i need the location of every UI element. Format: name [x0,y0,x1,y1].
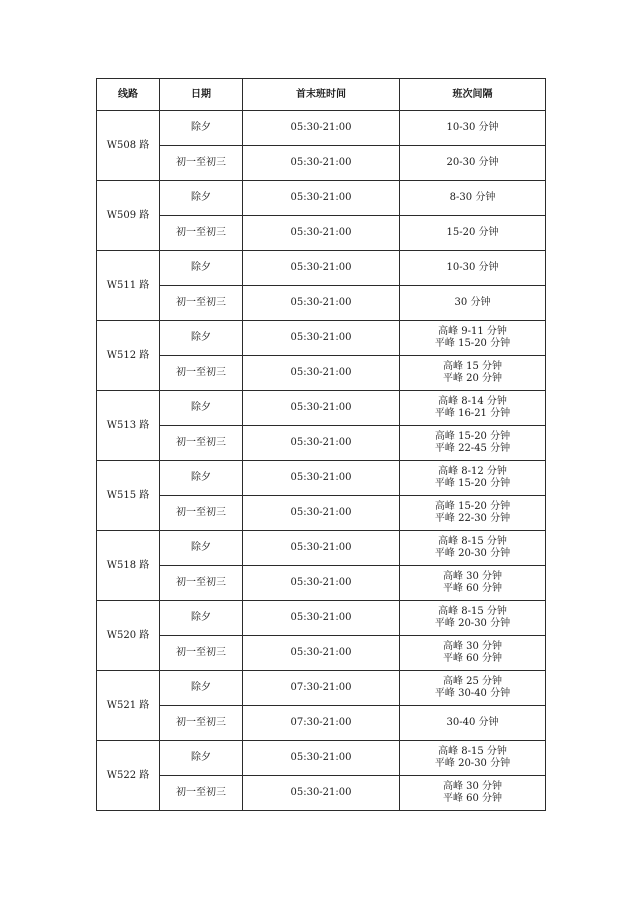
table-row [97,601,546,636]
table-row [97,391,546,426]
interval-line: 平峰 60 分钟 [442,793,503,804]
service-hours-cell: 05:30-21:00 [243,461,400,496]
header-interval: 班次间隔 [400,79,546,111]
interval-line: 15-20 分钟 [446,227,499,238]
interval-line: 高峰 8-15 分钟 [438,606,507,617]
table-row [97,286,546,321]
service-hours-cell: 05:30-21:00 [243,426,400,461]
service-hours-cell: 05:30-21:00 [243,601,400,636]
interval-line: 平峰 20-30 分钟 [434,618,511,629]
interval-cell [400,286,546,321]
table-row [97,426,546,461]
date-cell: 初一至初三 [160,776,243,811]
interval-line: 高峰 9-11 分钟 [438,326,507,337]
interval-line: 高峰 8-12 分钟 [438,466,507,477]
interval-line: 高峰 25 分钟 [442,676,503,687]
date-cell: 除夕 [160,111,243,146]
interval-cell [400,776,546,811]
date-cell: 初一至初三 [160,146,243,181]
route-name-cell: W522 路 [97,741,160,811]
date-cell: 除夕 [160,461,243,496]
table-row [97,741,546,776]
interval-line: 平峰 20-30 分钟 [434,548,511,559]
table-row [97,181,546,216]
route-name-cell: W520 路 [97,601,160,671]
route-name-cell: W508 路 [97,111,160,181]
date-cell: 初一至初三 [160,706,243,741]
interval-cell [400,531,546,566]
table-row [97,671,546,706]
interval-line: 高峰 30 分钟 [442,781,503,792]
service-hours-cell: 05:30-21:00 [243,356,400,391]
table-row [97,321,546,356]
service-hours-cell: 05:30-21:00 [243,636,400,671]
service-hours-cell: 05:30-21:00 [243,321,400,356]
date-cell: 初一至初三 [160,566,243,601]
interval-line: 高峰 15-20 分钟 [434,431,511,442]
date-cell: 除夕 [160,181,243,216]
date-cell: 初一至初三 [160,426,243,461]
route-name-cell: W521 路 [97,671,160,741]
date-cell: 除夕 [160,251,243,286]
interval-line: 30-40 分钟 [446,717,499,728]
table-row [97,566,546,601]
interval-line: 高峰 8-15 分钟 [438,746,507,757]
interval-cell [400,426,546,461]
service-hours-cell: 05:30-21:00 [243,251,400,286]
date-cell: 初一至初三 [160,356,243,391]
interval-cell [400,496,546,531]
interval-line: 平峰 22-30 分钟 [434,513,511,524]
interval-line: 10-30 分钟 [446,122,499,133]
route-name-cell: W511 路 [97,251,160,321]
interval-line: 8-30 分钟 [449,192,496,203]
interval-cell [400,356,546,391]
service-hours-cell: 05:30-21:00 [243,111,400,146]
interval-line: 10-30 分钟 [446,262,499,273]
table-row [97,251,546,286]
interval-line: 20-30 分钟 [446,157,499,168]
interval-cell [400,251,546,286]
interval-cell [400,111,546,146]
interval-cell [400,636,546,671]
route-name-cell: W509 路 [97,181,160,251]
service-hours-cell: 05:30-21:00 [243,531,400,566]
date-cell: 除夕 [160,671,243,706]
date-cell: 初一至初三 [160,636,243,671]
table-row [97,216,546,251]
route-name-cell: W513 路 [97,391,160,461]
interval-cell [400,671,546,706]
service-hours-cell: 05:30-21:00 [243,286,400,321]
interval-line: 平峰 60 分钟 [442,583,503,594]
service-hours-cell: 05:30-21:00 [243,496,400,531]
date-cell: 初一至初三 [160,216,243,251]
service-hours-cell: 07:30-21:00 [243,706,400,741]
table-row [97,356,546,391]
interval-line: 高峰 15 分钟 [442,361,503,372]
service-hours-cell: 05:30-21:00 [243,181,400,216]
interval-line: 高峰 15-20 分钟 [434,501,511,512]
service-hours-cell: 05:30-21:00 [243,566,400,601]
route-name-cell: W515 路 [97,461,160,531]
service-hours-cell: 05:30-21:00 [243,216,400,251]
service-hours-cell: 05:30-21:00 [243,741,400,776]
interval-line: 平峰 15-20 分钟 [434,478,511,489]
table-row [97,776,546,811]
interval-line: 平峰 20 分钟 [442,373,503,384]
interval-line: 平峰 16-21 分钟 [434,408,511,419]
route-name-cell: W512 路 [97,321,160,391]
interval-cell [400,181,546,216]
interval-line: 平峰 22-45 分钟 [434,443,511,454]
date-cell: 除夕 [160,391,243,426]
table-row [97,531,546,566]
interval-line: 30 分钟 [454,297,491,308]
date-cell: 初一至初三 [160,286,243,321]
schedule-body [97,111,546,811]
interval-cell [400,321,546,356]
interval-line: 平峰 15-20 分钟 [434,338,511,349]
service-hours-cell: 07:30-21:00 [243,671,400,706]
header-route: 线路 [97,79,160,111]
table-row [97,111,546,146]
table-row [97,636,546,671]
date-cell: 除夕 [160,531,243,566]
interval-line: 平峰 20-30 分钟 [434,758,511,769]
bus-schedule-table [96,78,546,811]
table-row [97,146,546,181]
interval-line: 平峰 60 分钟 [442,653,503,664]
header-date: 日期 [160,79,243,111]
interval-cell [400,391,546,426]
interval-cell [400,601,546,636]
interval-line: 高峰 30 分钟 [442,571,503,582]
service-hours-cell: 05:30-21:00 [243,391,400,426]
header-service-hours: 首末班时间 [243,79,400,111]
table-row [97,706,546,741]
date-cell: 除夕 [160,601,243,636]
interval-cell [400,216,546,251]
route-name-cell: W518 路 [97,531,160,601]
interval-cell [400,566,546,601]
interval-cell [400,146,546,181]
table-row [97,461,546,496]
header-row [97,79,546,111]
interval-cell [400,706,546,741]
interval-cell [400,741,546,776]
date-cell: 除夕 [160,741,243,776]
interval-line: 高峰 8-14 分钟 [438,396,507,407]
interval-line: 高峰 8-15 分钟 [438,536,507,547]
date-cell: 初一至初三 [160,496,243,531]
interval-line: 高峰 30 分钟 [442,641,503,652]
date-cell: 除夕 [160,321,243,356]
interval-line: 平峰 30-40 分钟 [434,688,511,699]
interval-cell [400,461,546,496]
service-hours-cell: 05:30-21:00 [243,146,400,181]
table-row [97,496,546,531]
service-hours-cell: 05:30-21:00 [243,776,400,811]
